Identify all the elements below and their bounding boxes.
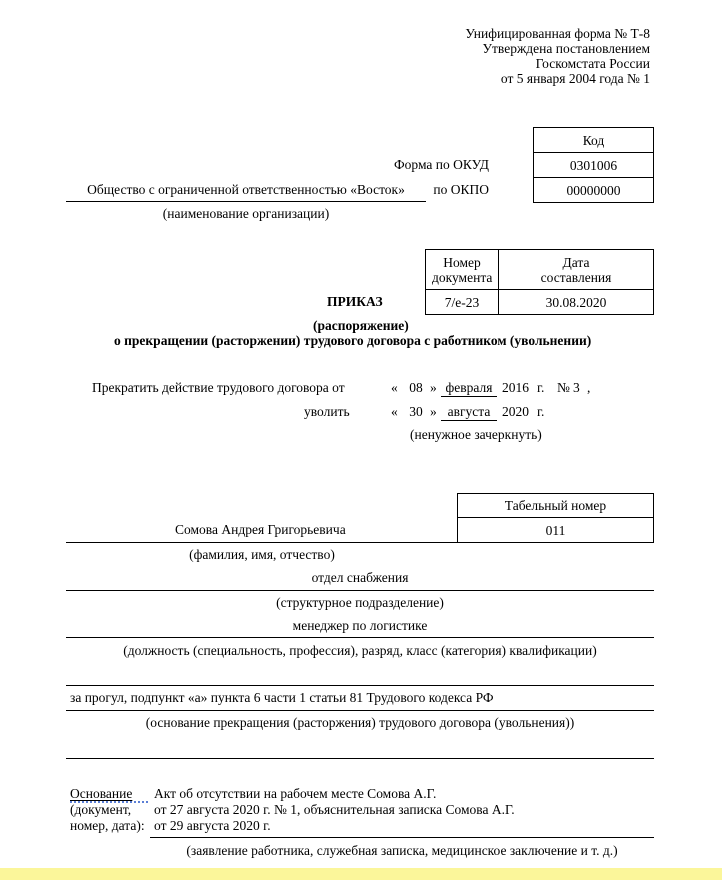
doc-number-cell xyxy=(425,289,499,315)
order-subject: о прекращении (расторжении) трудового договора с работником (увольнении) xyxy=(114,333,592,348)
basis-label-line-2: (документ, xyxy=(70,802,132,817)
doc-number-value: 7/е-23 xyxy=(444,294,480,310)
doc-date-value: 30.08.2020 xyxy=(545,294,607,310)
dismiss-month-underline xyxy=(441,420,497,421)
doc-date-header: Дата составления xyxy=(540,254,612,285)
contract-year-suffix: г. xyxy=(537,380,545,395)
dismiss-label: уволить xyxy=(304,404,350,419)
position-caption: (должность (специальность, профессия), разряд, класс (категория) квалификации) xyxy=(123,643,597,658)
contract-number: 3 xyxy=(573,380,580,395)
okud-value-cell xyxy=(533,152,654,178)
dismiss-year-suffix: г. xyxy=(537,404,545,419)
basis-text-line-2: от 27 августа 2020 г. № 1, объяснительная записка Сомова А.Г. xyxy=(154,802,515,817)
form-header-line-1: Унифицированная форма № Т-8 xyxy=(465,26,650,41)
contract-close-quote: » xyxy=(430,380,437,395)
basis-underline xyxy=(150,837,654,838)
cross-out-note: (ненужное зачеркнуть) xyxy=(410,427,542,442)
okud-label: Форма по ОКУД xyxy=(393,157,489,172)
tabel-header-cell xyxy=(457,493,654,518)
doc-date-header-cell xyxy=(498,249,654,290)
okpo-value: 00000000 xyxy=(566,182,621,198)
blank-line-1 xyxy=(66,685,654,686)
blank-line-2 xyxy=(66,758,654,759)
basis-text-line-3: от 29 августа 2020 г. xyxy=(154,818,271,833)
basis-caption: (заявление работника, служебная записка, медицинское заключение и т. д.) xyxy=(186,843,618,858)
doc-number-header: Номер документа xyxy=(432,254,493,285)
okud-value: 0301006 xyxy=(569,157,618,173)
form-header-line-4: от 5 января 2004 года № 1 xyxy=(500,71,650,86)
order-title: ПРИКАЗ xyxy=(327,294,383,309)
contract-day: 08 xyxy=(409,380,423,395)
dismiss-month: августа xyxy=(447,404,491,419)
contract-comma: , xyxy=(587,380,591,395)
dismiss-close-quote: » xyxy=(430,404,437,419)
employee-name-underline xyxy=(66,542,458,543)
employee-full-name: Сомова Андрея Григорьевича xyxy=(175,522,346,537)
employee-department: отдел снабжения xyxy=(311,570,409,585)
dismiss-year: 2020 xyxy=(502,404,529,419)
tabel-header: Табельный номер xyxy=(504,498,607,513)
okpo-label: по ОКПО xyxy=(433,182,489,197)
employee-name-caption: (фамилия, имя, отчество) xyxy=(189,547,335,562)
contract-month-underline xyxy=(441,396,497,397)
reason-caption: (основание прекращения (расторжения) трудового договора (увольнения)) xyxy=(145,715,575,730)
doc-date-cell xyxy=(498,289,654,315)
form-header-line-3: Госкомстата России xyxy=(535,56,650,71)
termination-reason: за прогул, подпункт «а» пункта 6 части 1 статьи 81 Трудового кодекса РФ xyxy=(70,690,494,705)
position-underline xyxy=(66,637,654,638)
basis-text-line-1: Акт об отсутствии на рабочем месте Сомова А.Г. xyxy=(154,786,437,801)
contract-open-quote: « xyxy=(391,380,398,395)
contract-label: Прекратить действие трудового договора от xyxy=(92,380,345,395)
doc-number-header-cell xyxy=(425,249,499,290)
basis-label-line-3: номер, дата): xyxy=(70,818,145,833)
reason-underline xyxy=(66,710,654,711)
employee-position: менеджер по логистике xyxy=(292,618,428,633)
organization-caption: (наименование организации) xyxy=(162,206,330,221)
basis-label-line-1: Основание xyxy=(70,786,133,801)
department-underline xyxy=(66,590,654,591)
department-caption: (структурное подразделение) xyxy=(276,595,444,610)
contract-number-sign: № xyxy=(557,380,570,395)
form-header-line-2: Утверждена постановлением xyxy=(482,41,650,56)
tabel-value: 011 xyxy=(545,522,566,538)
dismiss-day: 30 xyxy=(409,404,423,419)
order-subtitle: (распоряжение) xyxy=(313,318,409,333)
contract-year: 2016 xyxy=(502,380,529,395)
codes-header-cell xyxy=(533,127,654,153)
contract-month: февраля xyxy=(445,380,493,395)
highlight-strip xyxy=(0,868,722,880)
okpo-value-cell xyxy=(533,177,654,203)
organization-name: Общество с ограниченной ответственностью «Восток» xyxy=(87,182,405,197)
organization-underline xyxy=(66,201,426,202)
dismiss-open-quote: « xyxy=(391,404,398,419)
tabel-value-cell xyxy=(457,517,654,543)
codes-header: Код xyxy=(582,132,605,148)
